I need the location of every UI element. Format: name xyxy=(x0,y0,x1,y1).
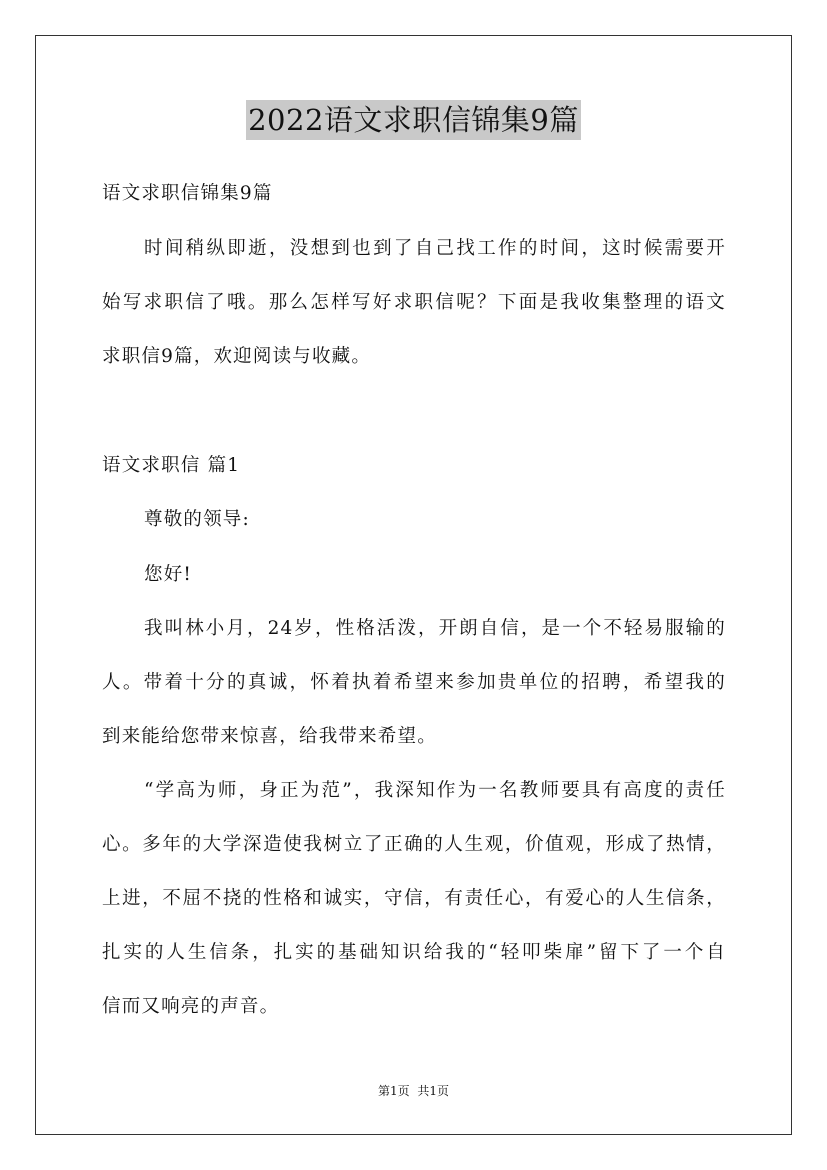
intro-line-1: 时间稍纵即逝，没想到也到了自己找工作的时间，这时候需要开 xyxy=(144,238,726,259)
page-total-label: 共1页 xyxy=(417,1084,449,1098)
intro-line-2: 始写求职信了哦。那么怎样写好求职信呢？下面是我收集整理的语文 xyxy=(102,292,726,313)
page-number-label: 第1页 xyxy=(378,1084,410,1098)
page-footer xyxy=(0,1083,827,1099)
document-title-text: 2022语文求职信锦集9篇 xyxy=(246,100,581,140)
intro-line-3: 求职信9篇，欢迎阅读与收藏。 xyxy=(102,346,372,367)
paragraph2-line-4: 扎实的人生信条，扎实的基础知识给我的“轻叩柴扉”留下了一个自 xyxy=(102,942,726,963)
greeting: 您好! xyxy=(144,564,193,585)
paragraph2-line-3: 上进，不屈不挠的性格和诚实，守信，有责任心，有爱心的人生信条， xyxy=(102,888,726,909)
section-heading: 语文求职信 篇1 xyxy=(102,455,241,476)
paragraph1-line-1: 我叫林小月，24岁，性格活泼，开朗自信，是一个不轻易服输的 xyxy=(144,618,726,639)
document-title xyxy=(0,100,827,140)
document-subtitle: 语文求职信锦集9篇 xyxy=(102,183,273,204)
paragraph2-line-5: 信而又响亮的声音。 xyxy=(102,996,280,1017)
paragraph2-line-2: 心。多年的大学深造使我树立了正确的人生观，价值观，形成了热情， xyxy=(102,834,726,855)
paragraph1-line-3: 到来能给您带来惊喜，给我带来希望。 xyxy=(102,726,437,747)
paragraph2-line-1: “学高为师，身正为范”，我深知作为一名教师要具有高度的责任 xyxy=(144,780,726,801)
salutation: 尊敬的领导: xyxy=(144,509,250,530)
paragraph1-line-2: 人。带着十分的真诚，怀着执着希望来参加贵单位的招聘，希望我的 xyxy=(102,672,726,693)
